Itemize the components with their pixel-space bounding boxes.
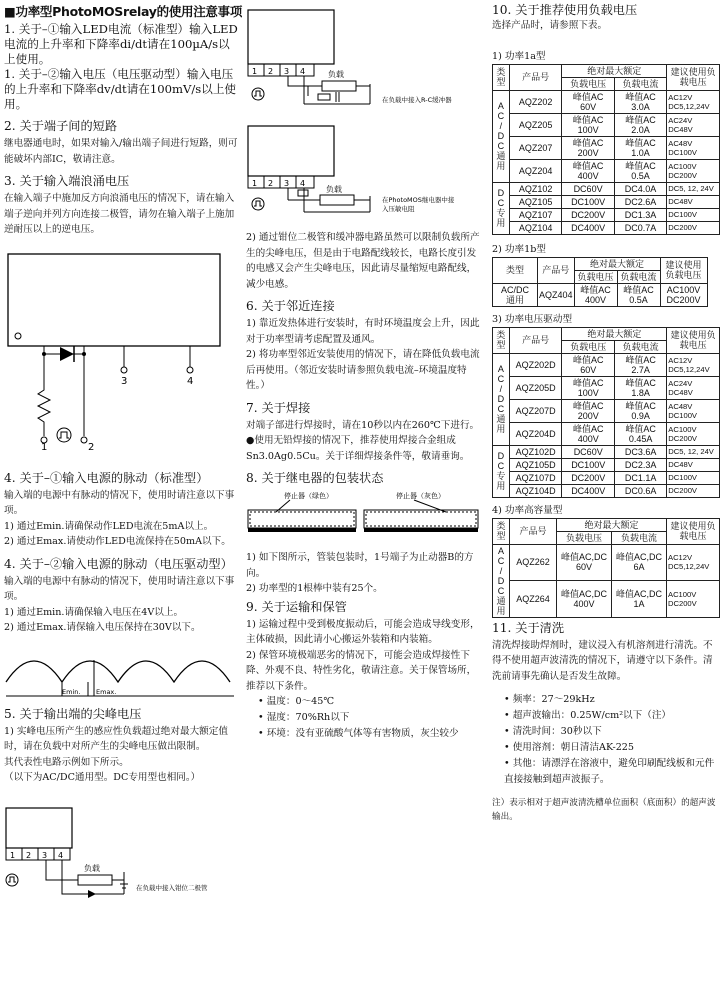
pulse-source-icon <box>57 428 71 442</box>
recommended-cell: DC48V <box>667 458 720 471</box>
recommended-cell: AC48V DC100V <box>667 136 720 159</box>
load-label: 负载 <box>326 185 342 194</box>
header-type: 类型 <box>493 327 510 353</box>
section-7-text2: ●使用无铅焊接的情况下，推荐使用焊接合金组成Sn3.0Ag0.5Cu。关于详细焊接条件等，敬请垂询。 <box>246 435 470 462</box>
current-cell: DC3.6A <box>614 445 666 458</box>
table-row <box>493 399 720 422</box>
cleaning-other: • 其他：请漂浮在溶液中，避免印刷配线板和元件直接接触到超声波振子。 <box>504 758 715 785</box>
current-cell: DC2.3A <box>614 458 666 471</box>
table-2-title: 2) 功率1b型 <box>492 243 546 255</box>
header-load-voltage: 负载电压 <box>562 77 615 90</box>
section-4b-item2: 2) 通过Emax.请保输入电压保持在30V以下。 <box>4 622 201 633</box>
current-cell: DC0.7A <box>614 221 666 234</box>
voltage-cell: 峰值AC 400V <box>562 159 615 182</box>
section-4a-heading: 4. 关于–①输入电源的脉动（标准型） <box>4 470 209 485</box>
voltage-cell: DC200V <box>562 208 615 221</box>
table-3-title: 3) 功率电压驱动型 <box>492 313 573 325</box>
section-4a-item2: 2) 通过Emax.请使动作LED电流保持在50mA以下。 <box>4 536 231 547</box>
pin-4-label: 4 <box>300 67 306 76</box>
section-5-text2: 其代表性电路示例如下所示。 <box>4 756 129 768</box>
resistor-icon <box>38 354 50 436</box>
part-cell: AQZ105 <box>509 195 561 208</box>
header-type: 类型 <box>493 257 538 283</box>
pin-1-label: 1 <box>41 441 48 450</box>
part-cell: AQZ102 <box>509 182 561 195</box>
load-label: 负载 <box>328 70 344 79</box>
recommended-cell: DC100V <box>667 471 720 484</box>
current-cell: 峰值AC 0.5A <box>614 159 666 182</box>
waveform-curve <box>6 661 230 682</box>
header-recommended: 建议使用负载电压 <box>660 257 707 283</box>
recommended-cell: DC5, 12, 24V <box>667 182 720 195</box>
table-power-1b <box>492 257 708 307</box>
header-part: 产品号 <box>509 64 561 90</box>
header-absmax: 绝对最大额定 <box>574 257 660 270</box>
cleaning-frequency: • 频率：27～29kHz <box>504 694 595 705</box>
voltage-cell: 峰值AC 100V <box>562 376 614 399</box>
load-label: 负载 <box>84 863 100 873</box>
table-row <box>493 484 720 497</box>
recommended-cell: DC200V <box>667 221 720 234</box>
part-cell: AQZ204D <box>509 422 562 445</box>
pin-3-label: 3 <box>121 375 128 387</box>
table-header-row <box>493 327 720 340</box>
part-cell: AQZ102D <box>509 445 562 458</box>
recommended-cell: AC100V DC200V <box>667 581 720 618</box>
pin-4-label: 4 <box>58 850 64 860</box>
section-8-item2: 2) 功率型的1根棒中装有25个。 <box>246 583 383 594</box>
part-cell: AQZ202 <box>509 90 561 113</box>
section-7-heading: 7. 关于焊接 <box>246 400 311 415</box>
header-type: 类型 <box>493 518 510 544</box>
section-1a: 1. 关于–①输入LED电流（标准型）输入LED电流的上升率和下降率di/dt请在100µA/s以上使用。 <box>4 22 238 66</box>
part-cell: AQZ104D <box>509 484 562 497</box>
storage-temp: • 温度：0～45℃ <box>258 696 335 707</box>
table-row <box>493 195 720 208</box>
varistor-circuit <box>246 122 482 214</box>
voltage-cell: 峰值AC 60V <box>562 90 615 113</box>
type-group-cell: A C / D C 通 用 <box>493 90 510 182</box>
pulse-source-icon <box>6 874 18 886</box>
document-title: ■功率型PhotoMOSrelay的使用注意事项 <box>4 4 243 19</box>
recommended-cell: AC12V DC5,12,24V <box>667 544 720 581</box>
table-1-title: 1) 功率1a型 <box>492 50 546 62</box>
varistor-icon <box>298 190 308 196</box>
current-cell: 峰值AC 1.8A <box>614 376 666 399</box>
clamp-diode-icon <box>88 890 96 898</box>
section-2-heading: 2. 关于端子间的短路 <box>4 119 118 133</box>
clamp-diode-circuit <box>4 802 234 898</box>
column-left <box>4 0 243 898</box>
section-11-heading: 11. 关于清洗 <box>492 620 565 635</box>
section-3-heading: 3. 关于输入端浪涌电压 <box>4 174 130 188</box>
pin-2-label: 2 <box>268 179 274 188</box>
pin-1-label: 1 <box>252 179 258 188</box>
part-cell: AQZ204 <box>509 159 561 182</box>
section-6-item2: 2) 将功率型邻近安装使用的情况下，请在降低负载电流后再使用。（邻近安装时请参照负载电流–环境温度特性。） <box>246 349 480 391</box>
voltage-cell: 峰值AC,DC 60V <box>557 544 612 581</box>
recommended-cell: AC12V DC5,12,24V <box>667 353 720 376</box>
table-row <box>493 90 720 113</box>
part-cell: AQZ207D <box>509 399 562 422</box>
current-cell: 峰值AC,DC 6A <box>612 544 667 581</box>
voltage-cell: DC60V <box>562 445 614 458</box>
section-4b-item1: 1) 通过Emin.请确保输入电压在4V以上。 <box>4 606 184 618</box>
table-power-1a <box>492 64 720 235</box>
voltage-cell: 峰值AC,DC 400V <box>557 581 612 618</box>
table-row <box>493 471 720 484</box>
current-cell: 峰值AC 1.0A <box>614 136 666 159</box>
section-11-text: 清洗焊接助焊剂时，建议浸入有机溶剂进行清洗。不得不使用超声波清洗的情况下，请遵守以下条件。清洗前请事先确认是否发生故障。 <box>492 639 713 682</box>
type-group-cell: D C 专 用 <box>493 445 510 497</box>
recommended-cell: AC24V DC48V <box>667 376 720 399</box>
type-group-cell: A C / D C 通 用 <box>493 544 510 617</box>
type-cell: AC/DC 通用 <box>493 283 538 306</box>
recommended-cell: AC24V DC48V <box>667 113 720 136</box>
current-cell: DC0.6A <box>614 484 666 497</box>
header-part: 产品号 <box>510 518 557 544</box>
pin-2-label: 2 <box>88 441 95 450</box>
table-row <box>493 113 720 136</box>
cleaning-output: • 超声波输出：0.25W/cm²以下（注） <box>504 710 672 721</box>
cleaning-time: • 清洗时间：30秒以下 <box>504 726 602 737</box>
varistor-note-line1: 在PhotoMOS继电器中接 <box>382 196 455 204</box>
header-load-voltage: 负载电压 <box>557 531 612 544</box>
clamp-diode-note: 在负载中接入钳位二极管 <box>136 883 208 892</box>
pin1-marker <box>15 333 21 339</box>
header-absmax: 绝对最大额定 <box>557 518 667 531</box>
current-cell: 峰值AC 0.5A <box>617 283 660 306</box>
emax-label: Emax. <box>96 687 117 696</box>
varistor-note-line2: 入压敏电阻 <box>382 205 415 213</box>
table-row <box>493 376 720 399</box>
section-6-item1: 1) 靠近发热体进行安装时，有时环境温度会上升，因此对于功率型请考虑配置及通风。 <box>246 318 480 345</box>
current-cell: DC4.0A <box>614 182 666 195</box>
pin-1-label: 1 <box>252 67 258 76</box>
part-cell: AQZ207 <box>509 136 561 159</box>
table-voltage-driven <box>492 327 720 498</box>
header-absmax: 绝对最大额定 <box>562 327 667 340</box>
section-4a-text: 输入端的电源中有脉动的情况下，使用时请注意以下事项。 <box>4 489 235 516</box>
part-cell: AQZ107D <box>509 471 562 484</box>
voltage-cell: 峰值AC 200V <box>562 399 614 422</box>
recommended-cell: DC100V <box>667 208 720 221</box>
header-load-current: 负载电流 <box>612 531 667 544</box>
pin-3-label: 3 <box>284 67 290 76</box>
diode-icon <box>60 347 74 361</box>
table-4-title: 4) 功率高容量型 <box>492 504 563 516</box>
table-header-row <box>493 257 708 270</box>
table-row <box>493 208 720 221</box>
current-cell: 峰值AC 2.7A <box>614 353 666 376</box>
type-group-cell: D C 专 用 <box>493 182 510 234</box>
table-row <box>493 221 720 234</box>
type-group-cell: A C / D C 通 用 <box>493 353 510 445</box>
current-cell: 峰值AC 3.0A <box>614 90 666 113</box>
section-5-text: 1) 实峰电压所产生的感应性负载超过绝对最大额定值时，请在负载中对所产生的尖峰电压做出限制。 <box>4 725 228 752</box>
current-cell: DC2.6A <box>614 195 666 208</box>
input-diode-circuit <box>4 242 234 450</box>
rc-snubber-circuit <box>246 6 482 106</box>
recommended-cell: DC5, 12, 24V <box>667 445 720 458</box>
section-10-text: 选择产品时，请参照下表。 <box>492 20 608 31</box>
table-row <box>493 445 720 458</box>
recommended-cell: AC100V DC200V <box>667 159 720 182</box>
current-cell: 峰值AC 0.45A <box>614 422 666 445</box>
header-type: 类型 <box>493 64 510 90</box>
section-5-heading: 5. 关于输出端的尖峰电压 <box>4 706 142 721</box>
part-cell: AQZ104 <box>509 221 561 234</box>
stopper-green-label: 停止器（绿色） <box>284 492 333 500</box>
section-5-text4: 2) 通过钳位二极管和缓冲器电路虽然可以限制负载所产生的尖峰电压，但是由于电路配线较长，电路长度引发的电感又会产生尖峰电压，因此请尽量缩短电路配线，减少电感。 <box>246 232 480 290</box>
section-4b-text: 输入端的电源中有脉动的情况下，使用时请注意以下事项。 <box>4 575 235 602</box>
current-cell: 峰值AC,DC 1A <box>612 581 667 618</box>
pin-1-label: 1 <box>10 850 16 860</box>
emin-label: Emin. <box>62 687 81 696</box>
header-recommended: 建议使用负载电压 <box>667 518 720 544</box>
recommended-cell: AC100V DC200V <box>667 422 720 445</box>
voltage-cell: 峰值AC 100V <box>562 113 615 136</box>
header-load-voltage: 负载电压 <box>562 340 614 353</box>
recommended-cell: DC200V <box>667 484 720 497</box>
voltage-cell: 峰值AC 200V <box>562 136 615 159</box>
part-cell: AQZ404 <box>538 283 575 306</box>
table-row <box>493 422 720 445</box>
section-2-text: 继电器通电时，如果对输入/输出端子间进行短路，则可能破坏内部IC，敬请注意。 <box>4 138 238 165</box>
relay-box <box>8 254 220 346</box>
voltage-cell: 峰值AC 400V <box>562 422 614 445</box>
current-cell: DC1.3A <box>614 208 666 221</box>
header-part: 产品号 <box>509 327 562 353</box>
part-cell: AQZ105D <box>509 458 562 471</box>
header-load-voltage: 负载电压 <box>574 270 617 283</box>
header-recommended: 建议使用负载电压 <box>667 64 720 90</box>
header-load-current: 负载电流 <box>614 77 666 90</box>
table-row <box>493 353 720 376</box>
header-load-current: 负载电流 <box>617 270 660 283</box>
section-7-text1: 对端子部进行焊接时，请在10秒以内在260℃下进行。 <box>246 419 480 431</box>
table-row <box>493 136 720 159</box>
table-row <box>493 182 720 195</box>
header-recommended: 建议使用负载电压 <box>667 327 720 353</box>
recommended-cell: AC48V DC100V <box>667 399 720 422</box>
voltage-cell: DC100V <box>562 195 615 208</box>
load-box <box>78 875 112 885</box>
pin-2-label: 2 <box>268 67 274 76</box>
header-load-current: 负载电流 <box>614 340 666 353</box>
section-1b: 1. 关于–②输入电压（电压驱动型）输入电压的上升率和下降率dv/dt请在100mV/s以上使用。 <box>4 67 237 111</box>
section-9-item1: 1) 运输过程中受到极度振动后，可能会造成导线变形，主体破损，因此请小心搬运外装箱和内装箱。 <box>246 618 480 645</box>
section-4a-item1: 1) 通过Emin.请确保动作LED电流在5mA以上。 <box>4 520 214 532</box>
pin-3-label: 3 <box>284 179 290 188</box>
recommended-cell: AC100V DC200V <box>660 283 707 306</box>
part-cell: AQZ264 <box>510 581 557 618</box>
header-absmax: 绝对最大额定 <box>562 64 667 77</box>
part-cell: AQZ262 <box>510 544 557 581</box>
part-cell: AQZ205D <box>509 376 562 399</box>
section-6-heading: 6. 关于邻近连接 <box>246 299 335 313</box>
table-row <box>493 458 720 471</box>
table-row <box>493 581 720 618</box>
current-cell: 峰值AC 0.9A <box>614 399 666 422</box>
pin-4-label: 4 <box>187 375 194 387</box>
rc-note: 在负载中接入R-C缓冲器 <box>382 96 452 104</box>
part-cell: AQZ107 <box>509 208 561 221</box>
section-10-heading: 10. 关于推荐使用负载电压 <box>492 3 638 17</box>
section-5-text3: （以下为AC/DC通用型。DC专用型也相同。） <box>4 772 201 783</box>
voltage-cell: 峰值AC 400V <box>574 283 617 306</box>
pin-3-label: 3 <box>42 850 48 860</box>
voltage-cell: DC100V <box>562 458 614 471</box>
recommended-cell: AC12V DC5,12,24V <box>667 90 720 113</box>
current-cell: DC1.1A <box>614 471 666 484</box>
voltage-cell: DC400V <box>562 221 615 234</box>
column-right <box>492 0 720 824</box>
section-4b-heading: 4. 关于–②输入电源的脉动（电压驱动型） <box>4 556 233 571</box>
voltage-cell: DC400V <box>562 484 614 497</box>
table-row <box>493 159 720 182</box>
section-9-item2: 2) 保管环境极端恶劣的情况下，可能会造成焊接性下降、外观不良、特性劣化，敬请注意。关于保管场所，推荐以下条件。 <box>246 649 477 692</box>
section-9-heading: 9. 关于运输和保管 <box>246 599 347 614</box>
current-cell: 峰值AC 2.0A <box>614 113 666 136</box>
voltage-cell: DC60V <box>562 182 615 195</box>
header-part: 产品号 <box>538 257 575 283</box>
voltage-cell: DC200V <box>562 471 614 484</box>
table-row <box>493 283 708 306</box>
storage-humidity: • 湿度：70%Rh以下 <box>258 712 350 723</box>
storage-environment: • 环境：没有亚硫酸气体等有害物质，灰尘较少 <box>258 728 459 739</box>
cleaning-note: 注）表示相对于超声波清洗槽单位面积（底面积）的超声波输出。 <box>492 798 716 822</box>
voltage-cell: 峰值AC 60V <box>562 353 614 376</box>
cleaning-solvent: • 使用溶剂：朝日清洁AK-225 <box>504 742 635 753</box>
section-8-heading: 8. 关于继电器的包装状态 <box>246 471 384 485</box>
table-row <box>493 544 720 581</box>
tube-packaging-diagram <box>246 488 482 540</box>
section-8-item1: 1) 如下图所示，管装包装时，1号端子为止动器B的方向。 <box>246 552 474 579</box>
pin-4-label: 4 <box>300 179 306 188</box>
part-cell: AQZ202D <box>509 353 562 376</box>
table-header-row <box>493 518 720 531</box>
ripple-waveform <box>4 644 236 700</box>
table-high-capacity <box>492 518 720 618</box>
stopper-gray-label: 停止器（灰色） <box>396 492 445 500</box>
column-middle <box>246 0 482 742</box>
recommended-cell: DC48V <box>667 195 720 208</box>
table-header-row <box>493 64 720 77</box>
part-cell: AQZ205 <box>509 113 561 136</box>
section-3-text: 在输入端子中施加反方向浪涌电压的情况下，请在输入端子逆向并列方向连接二极管，请勿在输入端子上施加逆耐压以上的逆电压。 <box>4 193 235 235</box>
pin-2-label: 2 <box>26 850 32 860</box>
